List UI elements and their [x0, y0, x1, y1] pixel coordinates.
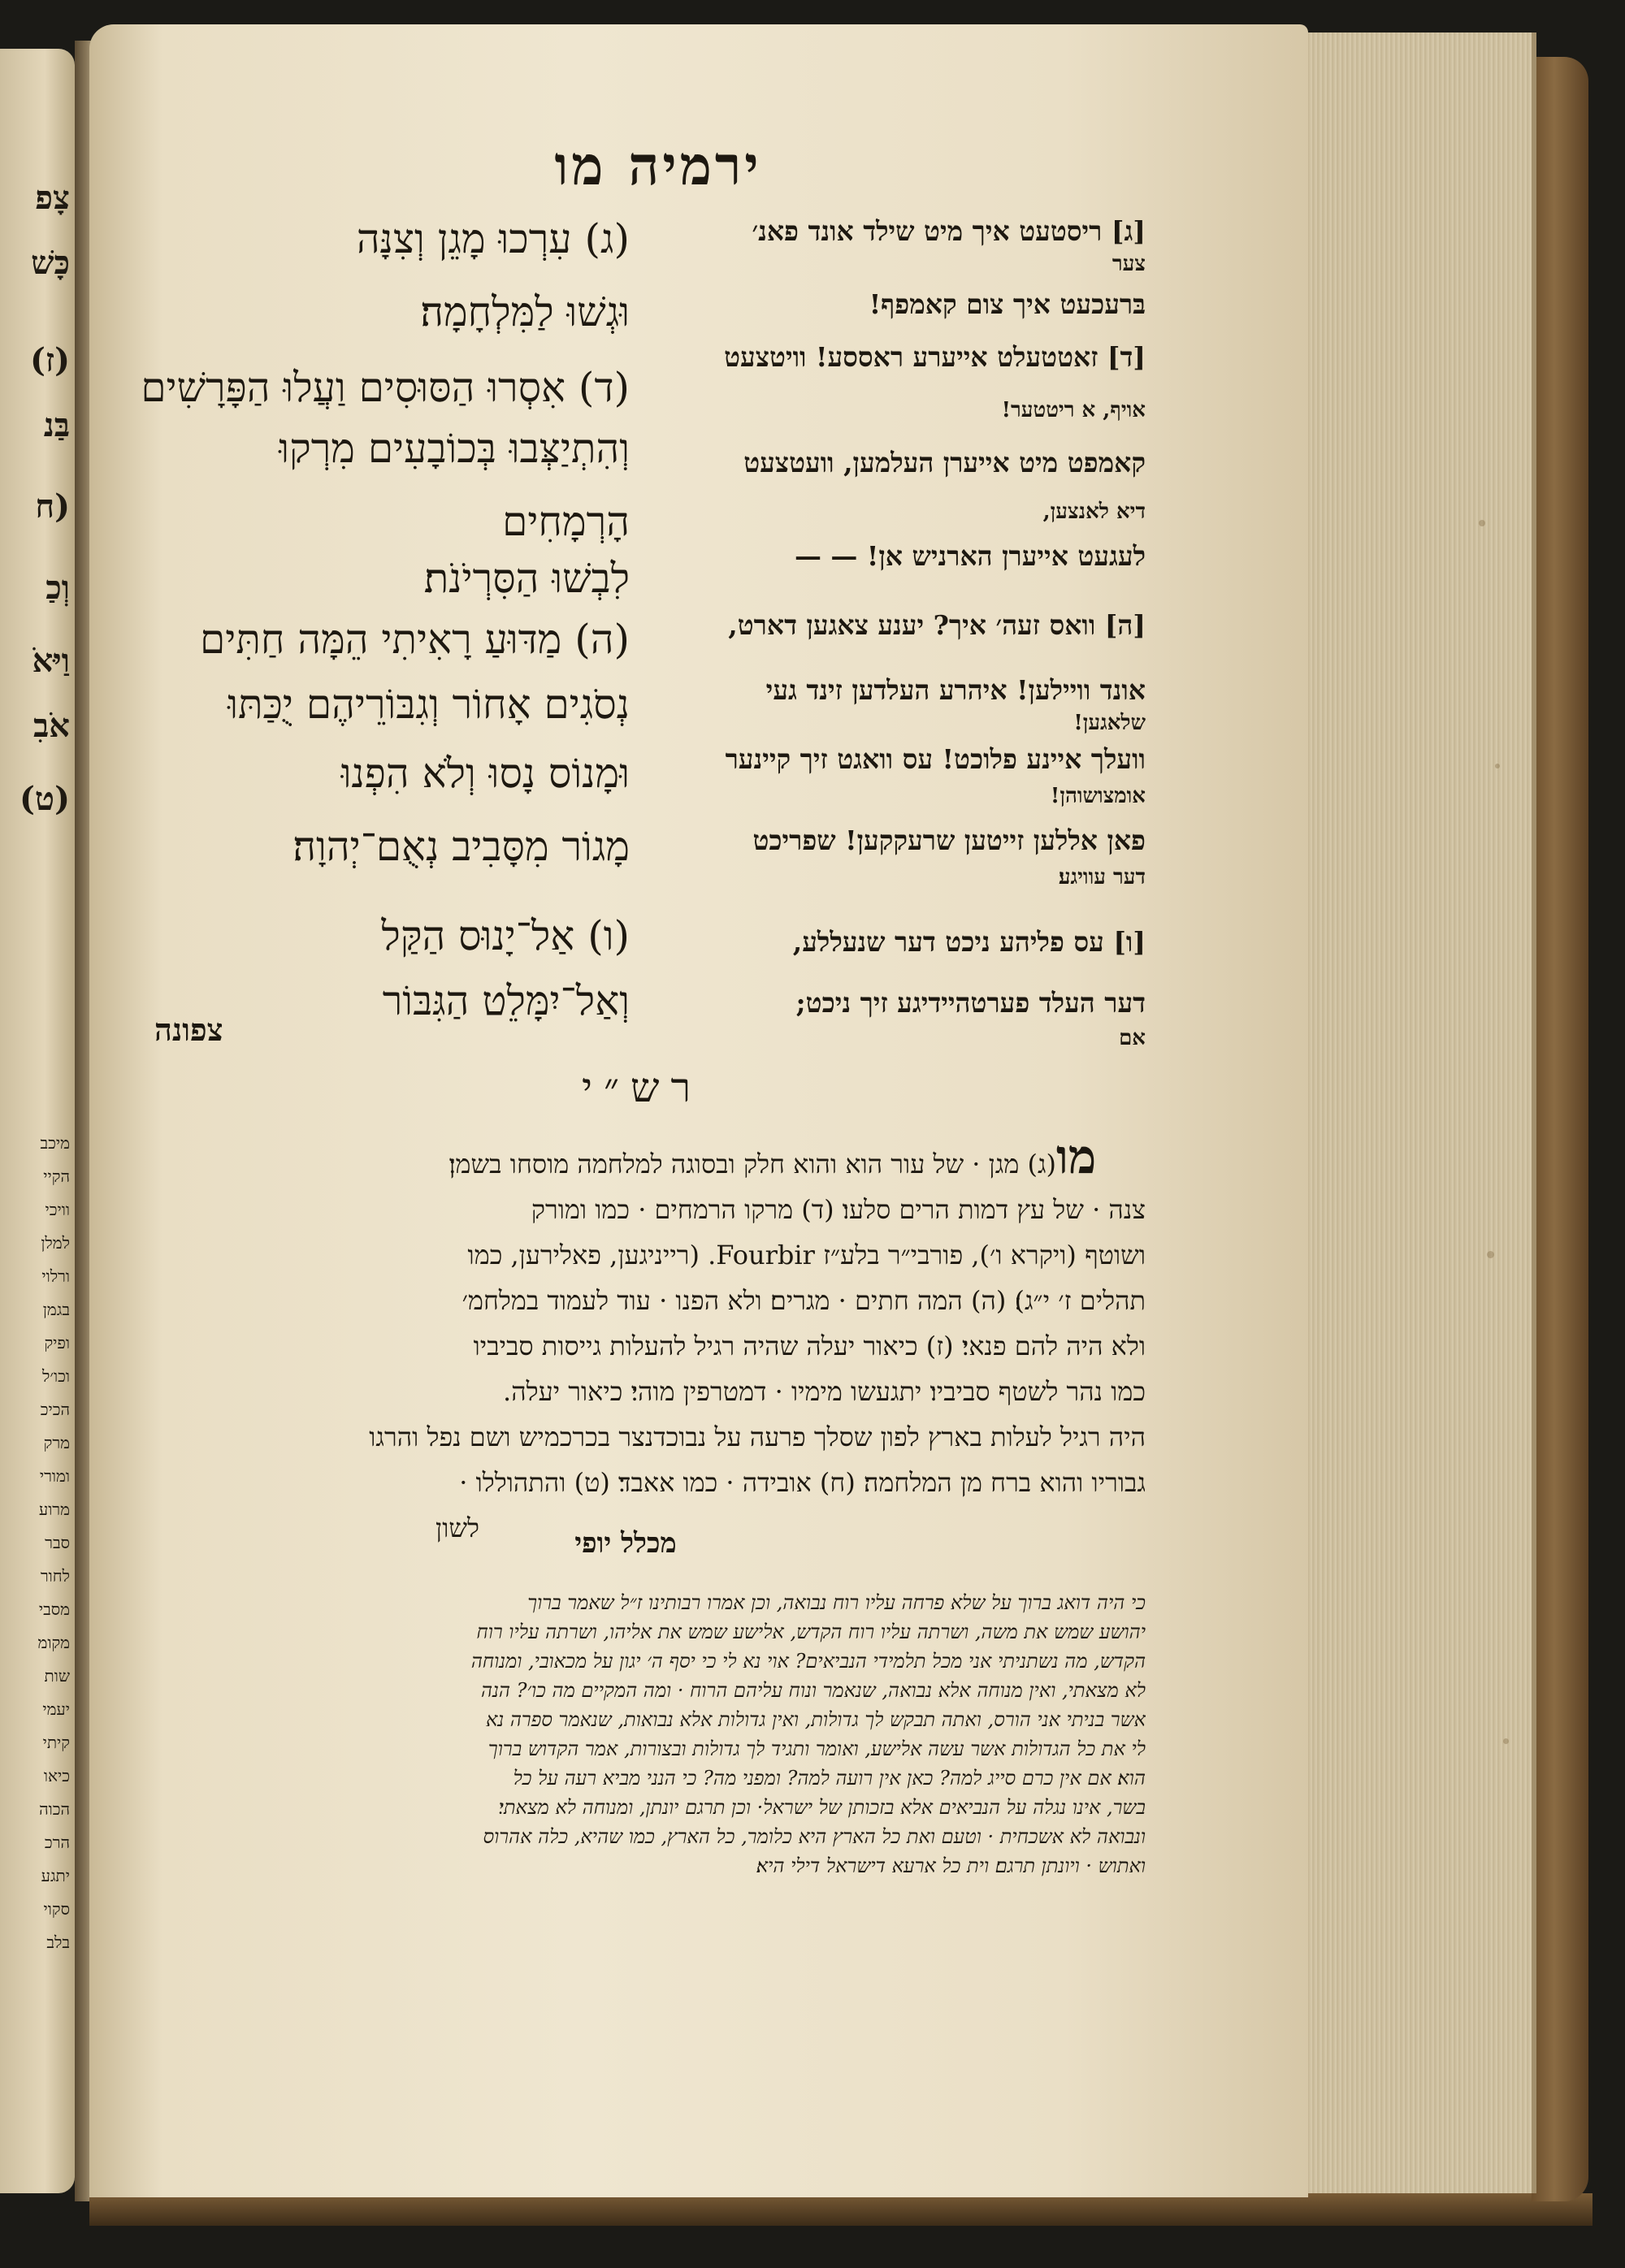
translation-line: לעגעט אייערן הארניש אן! — —: [794, 540, 1146, 572]
translation-line: דער עוויגע׃: [1058, 865, 1146, 889]
rashi-heading: רש״י: [581, 1064, 703, 1111]
translation-line: אם: [1119, 1026, 1146, 1050]
rashi-line: תהלים ז׳ י״ג)׃ (ה) המה חתים · מגרים׃ ולא הפנו · עוד לעמוד במלחמ׳: [462, 1285, 1146, 1316]
verse-line: וְהִתְיַצְּבוּ בְּכוֹבָעִים מִרְקוּ: [279, 425, 630, 472]
running-head: ירמיה מו: [554, 134, 762, 197]
left-page-fragment: מיכב: [40, 1133, 70, 1153]
commentary-line: ואתוש · ויונתן תרגם׃ וית כל ארעא דישראל דילי היא׃: [756, 1855, 1146, 1877]
left-page-fragment: (ט): [19, 780, 70, 818]
translation-line: [ו] עס פליהע ניכט דער שנעללע,: [792, 926, 1146, 958]
commentary-line: אשר בניתי אני הורס, ואתה תבקש לך גדולות, ואין גדולות אלא נבואות, שנאמר ספרה נא: [486, 1708, 1146, 1731]
left-page-fragment: סבר: [45, 1533, 70, 1552]
commentary-heading: מכלל יופי: [574, 1527, 677, 1560]
verse-line: וּגְשׁוּ לַמִּלְחָמָה׃: [420, 288, 630, 335]
left-page-fragment: (ז): [29, 341, 70, 379]
verse-line: לִבְשׁוּ הַסִּרְיֹנֹת׃: [423, 555, 630, 602]
cover-edge: [1532, 57, 1588, 2201]
left-page-fragment: הרכ: [44, 1833, 70, 1852]
left-page-fragment: כָּשׁ: [31, 244, 70, 282]
left-page-fragment: מרוע: [38, 1500, 70, 1519]
left-page-fragment: (ח: [35, 487, 70, 526]
page-fore-edge: [1300, 32, 1536, 2193]
translation-line: דער העלד פערטהיידיגע זיך ניכט;: [795, 987, 1146, 1019]
verse-line: וּמָנוֹס נָסוּ וְלֹא הִפְנוּ: [340, 750, 630, 797]
translation-line: פאן אללען זייטען שרעקקען! שפריכט: [752, 825, 1146, 856]
cover-bottom-edge: [89, 2193, 1592, 2226]
left-page-fragment: לחור: [40, 1566, 70, 1586]
left-page-fragment: מסבי: [38, 1599, 70, 1619]
translation-line: בּרעכעט איך צום קאמפף!: [869, 288, 1146, 320]
rashi-line: ושוטף (ויקרא ו׳), פורבי״ר בלע״ז Fourbir. (רייניגען, פאלירען, כמו: [467, 1240, 1146, 1270]
left-page-fragment: בלב: [46, 1933, 70, 1952]
left-page-fragment: צָפ: [35, 179, 70, 217]
verse-line: הָרְמָחִים: [502, 498, 630, 545]
left-page-fragment: וויכי: [45, 1200, 70, 1219]
commentary-line: כי היה דואג ברוך על שלא פרחה עליו רוח נבואה, וכן אמרו רבותינו ז״ל שאמר ברוך: [527, 1591, 1146, 1614]
left-page-fragment: בַּנ: [43, 406, 70, 444]
left-page-fragment: שות: [44, 1666, 70, 1686]
translation-line: [ג] ריסטעט איך מיט שילד אונד פאנ׳: [752, 215, 1146, 247]
translation-line: וועלך איינע פלוכט! עס וואגט זיך קיינער: [725, 743, 1146, 775]
rashi-chapter-number: מו: [1056, 1129, 1097, 1184]
translation-line: [ד] זאטטעלט אייערע ראססע! וויטצעט: [724, 341, 1146, 373]
left-page-fragment: הכוה: [39, 1799, 70, 1819]
commentary-line: הקדש, מה נשתניתי אני מכל תלמידי הנביאים? אוי נא לי כי יסף ה׳ יגון על מכאובי, ומנוחה: [470, 1650, 1146, 1673]
commentary-line: ונבואה לא אשכחית · וטעם ואת כל הארץ היא כלומר, כל הארץ, כמו שהיא, כלה אהרוס: [483, 1825, 1146, 1848]
translation-line: אויף, א ריטטער!: [1001, 398, 1146, 422]
translation-line: אומצושוהן!: [1050, 784, 1146, 808]
rashi-line: גבוריו והוא ברח מן המלחמה׃ (ח) אובידה · כמו אאבד׃ (ט) והתהוללו ·: [459, 1467, 1146, 1498]
verse-line: מָגוֹר מִסָּבִיב נְאֻם־יְהוָה׃: [292, 823, 630, 870]
catchword: צפונה: [154, 1011, 223, 1048]
left-page-fragment: וכו׳ל: [42, 1366, 70, 1386]
rashi-line: כמו נהר לשטף סביביו׃ יתגעשו מימיו · דמטרפין מוהי׃ כיאור יעלה.: [503, 1376, 1146, 1407]
left-page-fragment: מקומ: [37, 1633, 70, 1652]
translation-line: אונד וויילען! איהרע העלדען זינד געי: [765, 674, 1146, 706]
rashi-line: צנה · של עץ דמות הרים סלעו׃ (ד) מרקו הרמחים · כמו ומורק: [531, 1194, 1146, 1225]
left-page-fragment: ומורי: [39, 1466, 70, 1486]
left-page-fragment: יתגע: [41, 1866, 70, 1885]
left-page-fragment: וְכַ: [46, 569, 70, 607]
left-page-fragment: למלן: [41, 1233, 70, 1253]
left-page-fragment: בגמן: [42, 1300, 70, 1319]
left-page-fragment: מרק: [43, 1433, 70, 1452]
rashi-line: לשון: [436, 1513, 479, 1543]
translation-line: צער: [1112, 252, 1146, 276]
left-page-fragment: ורלוי: [41, 1266, 70, 1286]
left-page-fragment: קיתי: [42, 1733, 70, 1752]
commentary-line: יהושע שמש את משה, ושרתה עליו רוח הקדש, אלישע שמש את אליהו, ושרתה עליו רוח: [476, 1621, 1146, 1643]
left-page-fragment: כיאו: [43, 1766, 70, 1785]
translation-line: שלאגען!: [1073, 711, 1146, 735]
left-page-fragment: סקוי: [43, 1899, 70, 1919]
verse-line: וְאַל־יִמָּלֵט הַגִּבּוֹר: [382, 977, 630, 1024]
translation-line: דיא לאנצען,: [1042, 500, 1146, 524]
commentary-line: לי את כל הגדולות אשר עשה אלישע, ואומר ותגיד לך גדולות ובצורות, אמר הקדוש ברוך: [488, 1738, 1146, 1760]
translation-line: [ה] וואס זעה׳ איך? יענע צאגען דארט,: [728, 609, 1146, 641]
left-page-fragment: אֹבִ: [33, 707, 70, 745]
verse-line: (ג) עִרְכוּ מָגֵן וְצִנָּה: [356, 215, 630, 262]
rashi-line: (ג) מגן · של עור הוא והוא חלק ובסוגה למלחמה מוסחו בשמן׃: [448, 1149, 1056, 1179]
translation-line: קאמפט מיט אייערן העלמען, וועטצעט: [743, 447, 1146, 478]
commentary-line: בשר, אינו נגלה על הנביאים אלא בזכותן של ישראל· וכן תרגם יונתן, ומנוחה לא מצאתי׃: [498, 1796, 1146, 1819]
left-page-fragment: הכיכ: [40, 1400, 70, 1419]
verse-line: (ד) אִסְרוּ הַסּוּסִים וַעֲלוּ הַפָּרָשִׁים: [141, 364, 630, 411]
left-page-fragment: ופיק: [44, 1333, 70, 1353]
rashi-line: היה רגיל לעלות בארץ לפון שסלך פרעה על נבוכדנצר בכרכמיש ושם נפל והרגו: [369, 1422, 1146, 1452]
verse-line: (ו) אַל־יָנוּס הַקַּל: [381, 912, 630, 959]
verse-line: נְסֹגִים אָחוֹר וְגִבּוֹרֵיהֶם יֻכַּתּוּ: [228, 681, 630, 728]
left-page-fragment: וַיּאֹ: [32, 642, 70, 680]
commentary-line: לא מצאתי, ואין מנוחה אלא נבואה, שנאמר ונוח עליהם הרוח · ומה המקיים מה כו׳? הנה: [481, 1679, 1146, 1702]
rashi-line: ולא היה להם פנאי׃ (ז) כיאור יעלה שהיה רגיל להעלות גייסות סביביו: [473, 1331, 1146, 1361]
commentary-line: הוא׃ אם אין כרם סייג למה? כאן אין רועה למה? ומפני מה? כי הנני מביא רעה על כל: [513, 1767, 1146, 1790]
left-page-fragment: הקיי: [43, 1166, 70, 1186]
left-page-fragment: יעמי: [42, 1699, 70, 1719]
verse-line: (ה) מַדּוּעַ רָאִיתִי הֵמָּה חַתִּים: [200, 616, 630, 663]
